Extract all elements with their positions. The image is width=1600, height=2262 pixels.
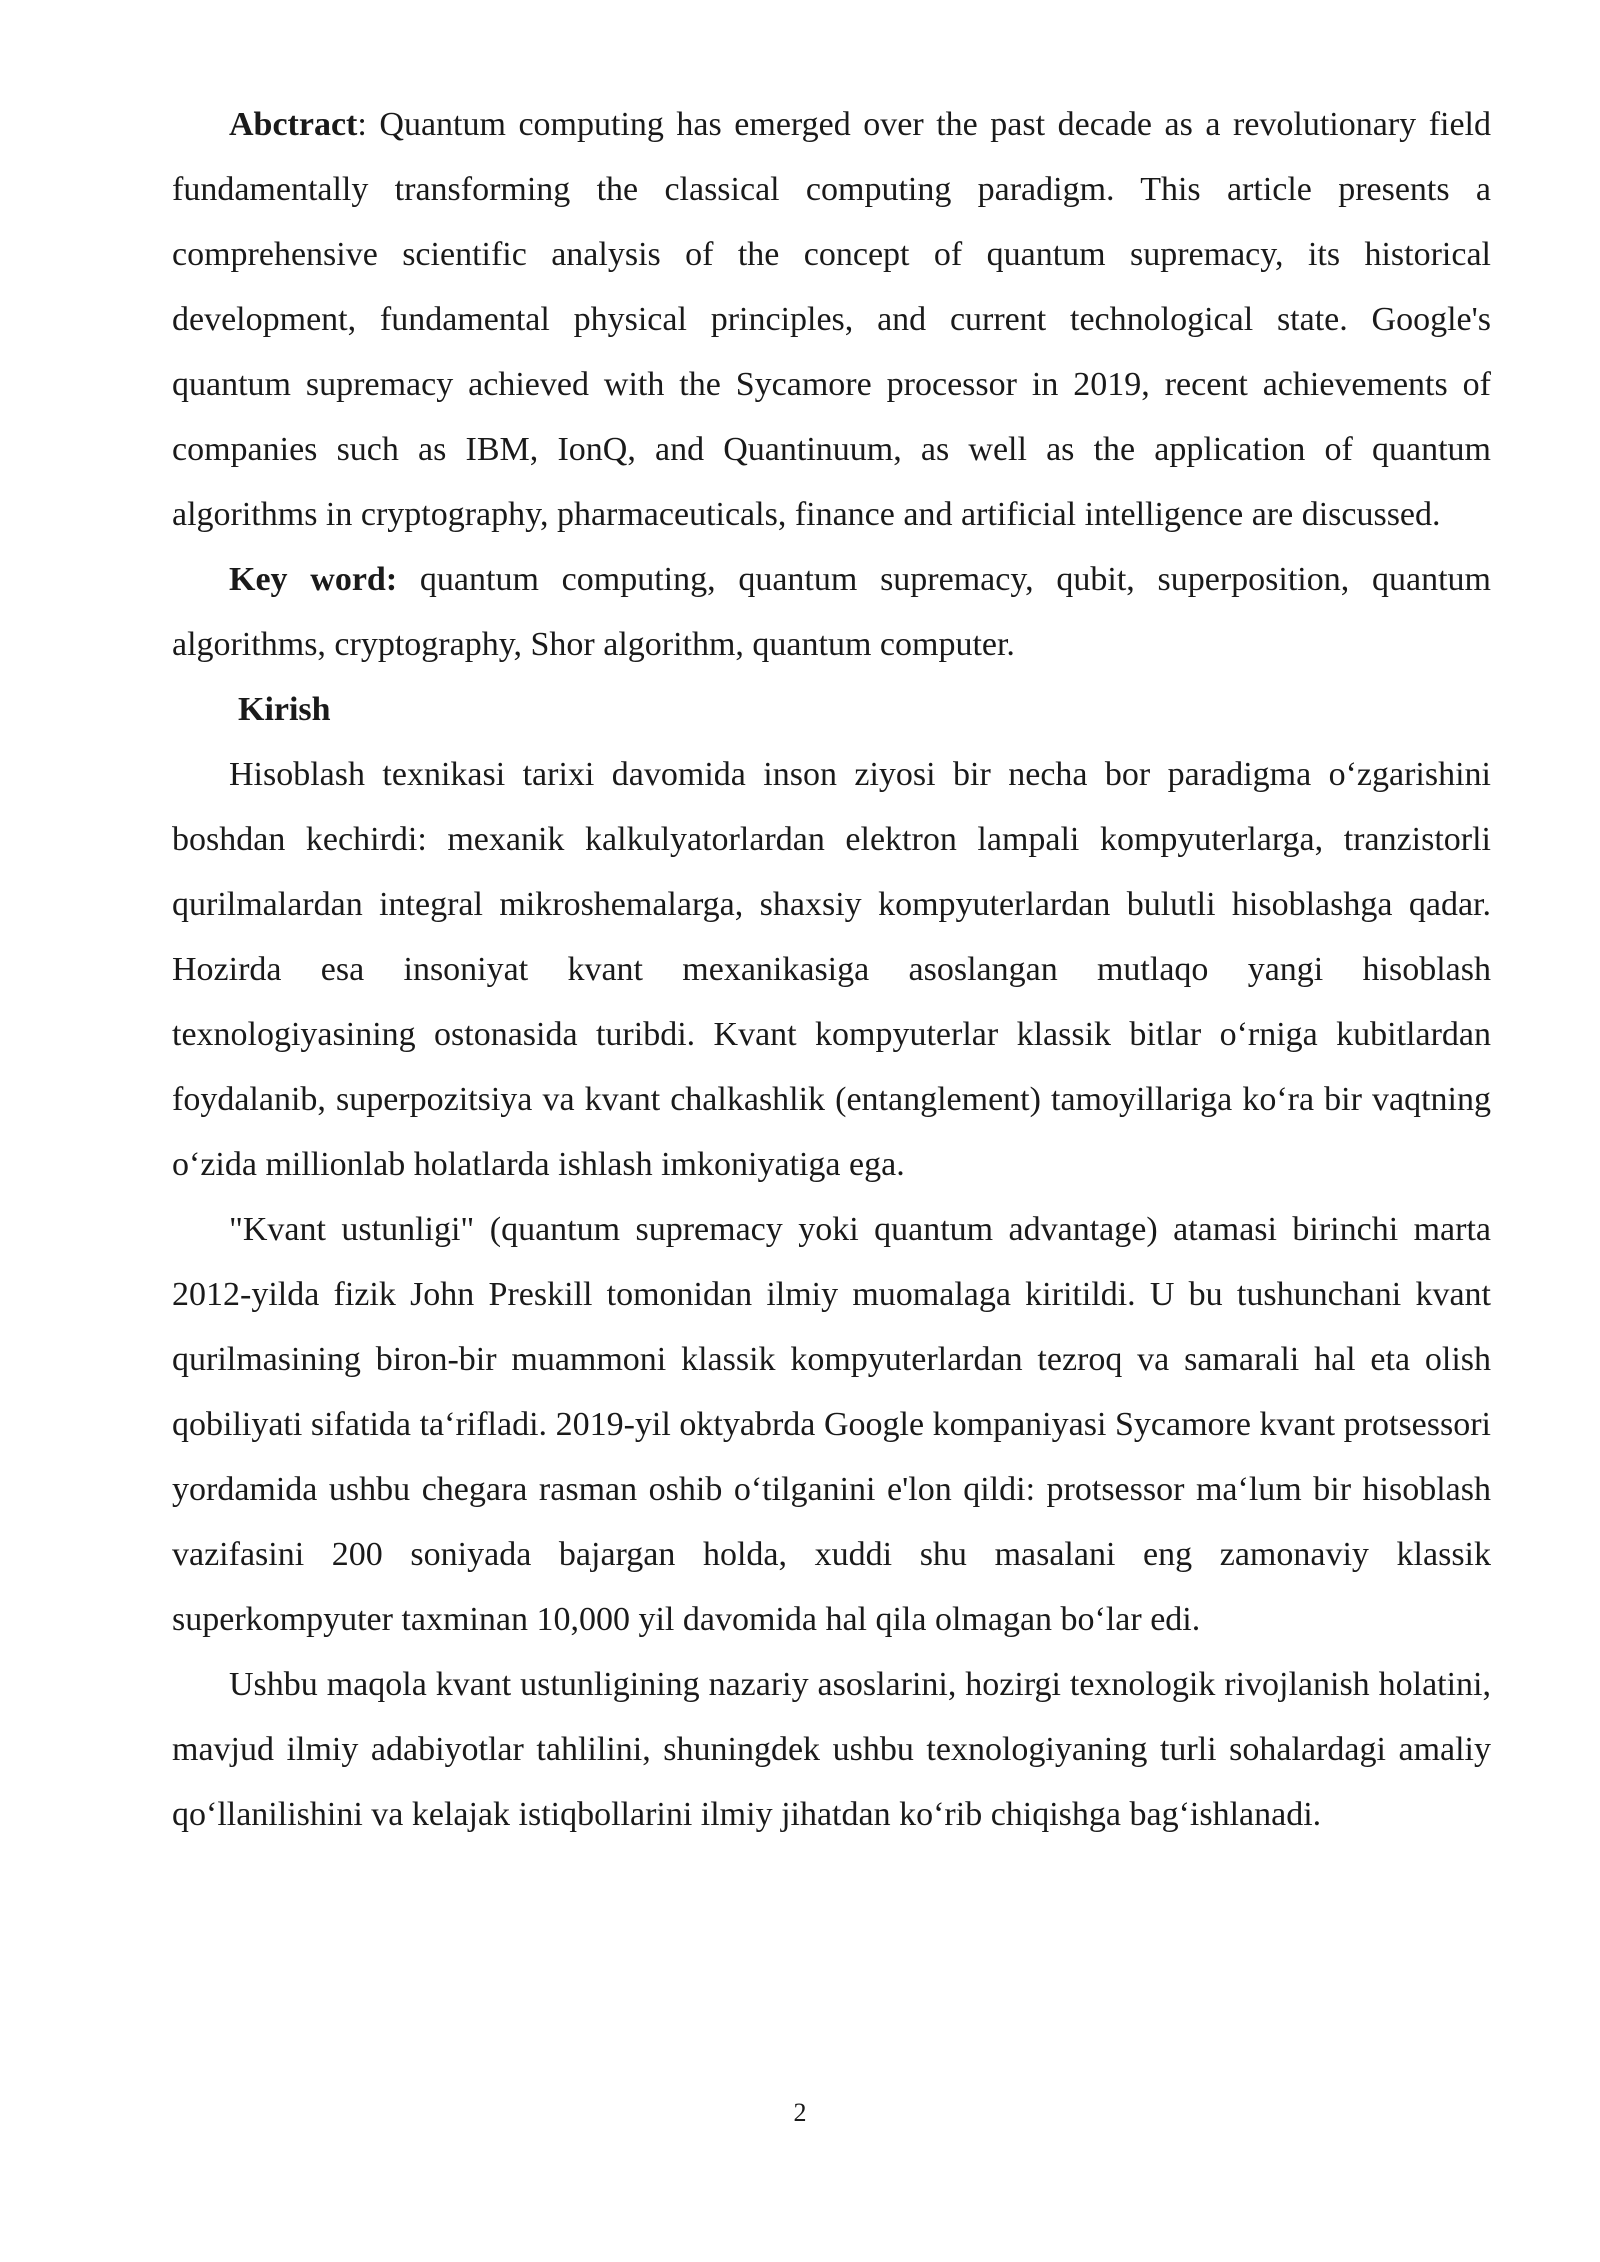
abstract-label: Abctract xyxy=(229,106,358,143)
abstract-separator: : xyxy=(357,106,380,143)
body-paragraph-2: "Kvant ustunligi" (quantum supremacy yoki quantum advantage) atamasi birinchi marta 2012-yilda fizik John Preskill tomonidan ilmiy muomalaga kiritildi. U bu tushunchani kvant qurilmasining biron-bir muammoni klassik kompyuterlardan tezroq va samarali hal eta olish qobiliyati sifatida ta‘rifladi. 2019-yil oktyabrda Google kompaniyasi Sycamore kvant protsessori yordamida ushbu chegara rasman oshib o‘tilganini e'lon qildi: protsessor ma‘lum bir hisoblash vazifasini 200 soniyada bajargan holda, xuddi shu masalani eng zamonaviy klassik superkompyuter taxminan 10,000 yil davomida hal qila olmagan bo‘lar edi. xyxy=(172,1211,1491,1638)
document-page xyxy=(172,92,1491,1847)
body-paragraph-1: Hisoblash texnikasi tarixi davomida inson ziyosi bir necha bor paradigma o‘zgarishini boshdan kechirdi: mexanik kalkulyatorlardan elektron lampali kompyuterlarga, tranzistorli qurilmalardan integral mikroshemalarga, shaxsiy kompyuterlardan bulutli hisoblashga qadar. Hozirda esa insoniyat kvant mexanikasiga asoslangan mutlaqo yangi hisoblash texnologiyasining ostonasida turibdi. Kvant kompyuterlar klassik bitlar o‘rniga kubitlardan foydalanib, superpozitsiya va kvant chalkashlik (entanglement) tamoyillariga ko‘ra bir vaqtning o‘zida millionlab holatlarda ishlash imkoniyatiga ega. xyxy=(172,756,1491,1183)
abstract-paragraph xyxy=(172,92,1491,547)
keywords-paragraph xyxy=(172,547,1491,677)
body-paragraph-3: Ushbu maqola kvant ustunligining nazariy asoslarini, hozirgi texnologik rivojlanish holatini, mavjud ilmiy adabiyotlar tahlilini, shuningdek ushbu texnologiyaning turli sohalardagi amaliy qo‘llanilishini va kelajak istiqbollarini ilmiy jihatdan ko‘rib chiqishga bag‘ishlanadi. xyxy=(172,1666,1491,1833)
section-heading: Kirish xyxy=(238,691,331,728)
keywords-label: Key word: xyxy=(229,561,398,598)
page-number: 2 xyxy=(793,2098,807,2127)
abstract-text: Quantum computing has emerged over the past decade as a revolutionary field fundamentally transforming the classical computing paradigm. This article presents a comprehensive scientific analysis of the concept of quantum supremacy, its historical development, fundamental physical principles, and current technological state. Google's quantum supremacy achieved with the Sycamore processor in 2019, recent achievements of companies such as IBM, IonQ, and Quantinuum, as well as the application of quantum algorithms in cryptography, pharmaceuticals, finance and artificial intelligence are discussed. xyxy=(172,106,1492,533)
keywords-text: quantum computing, quantum supremacy, qubit, superposition, quantum algorithms, cryptography, Shor algorithm, quantum computer. xyxy=(172,561,1491,663)
